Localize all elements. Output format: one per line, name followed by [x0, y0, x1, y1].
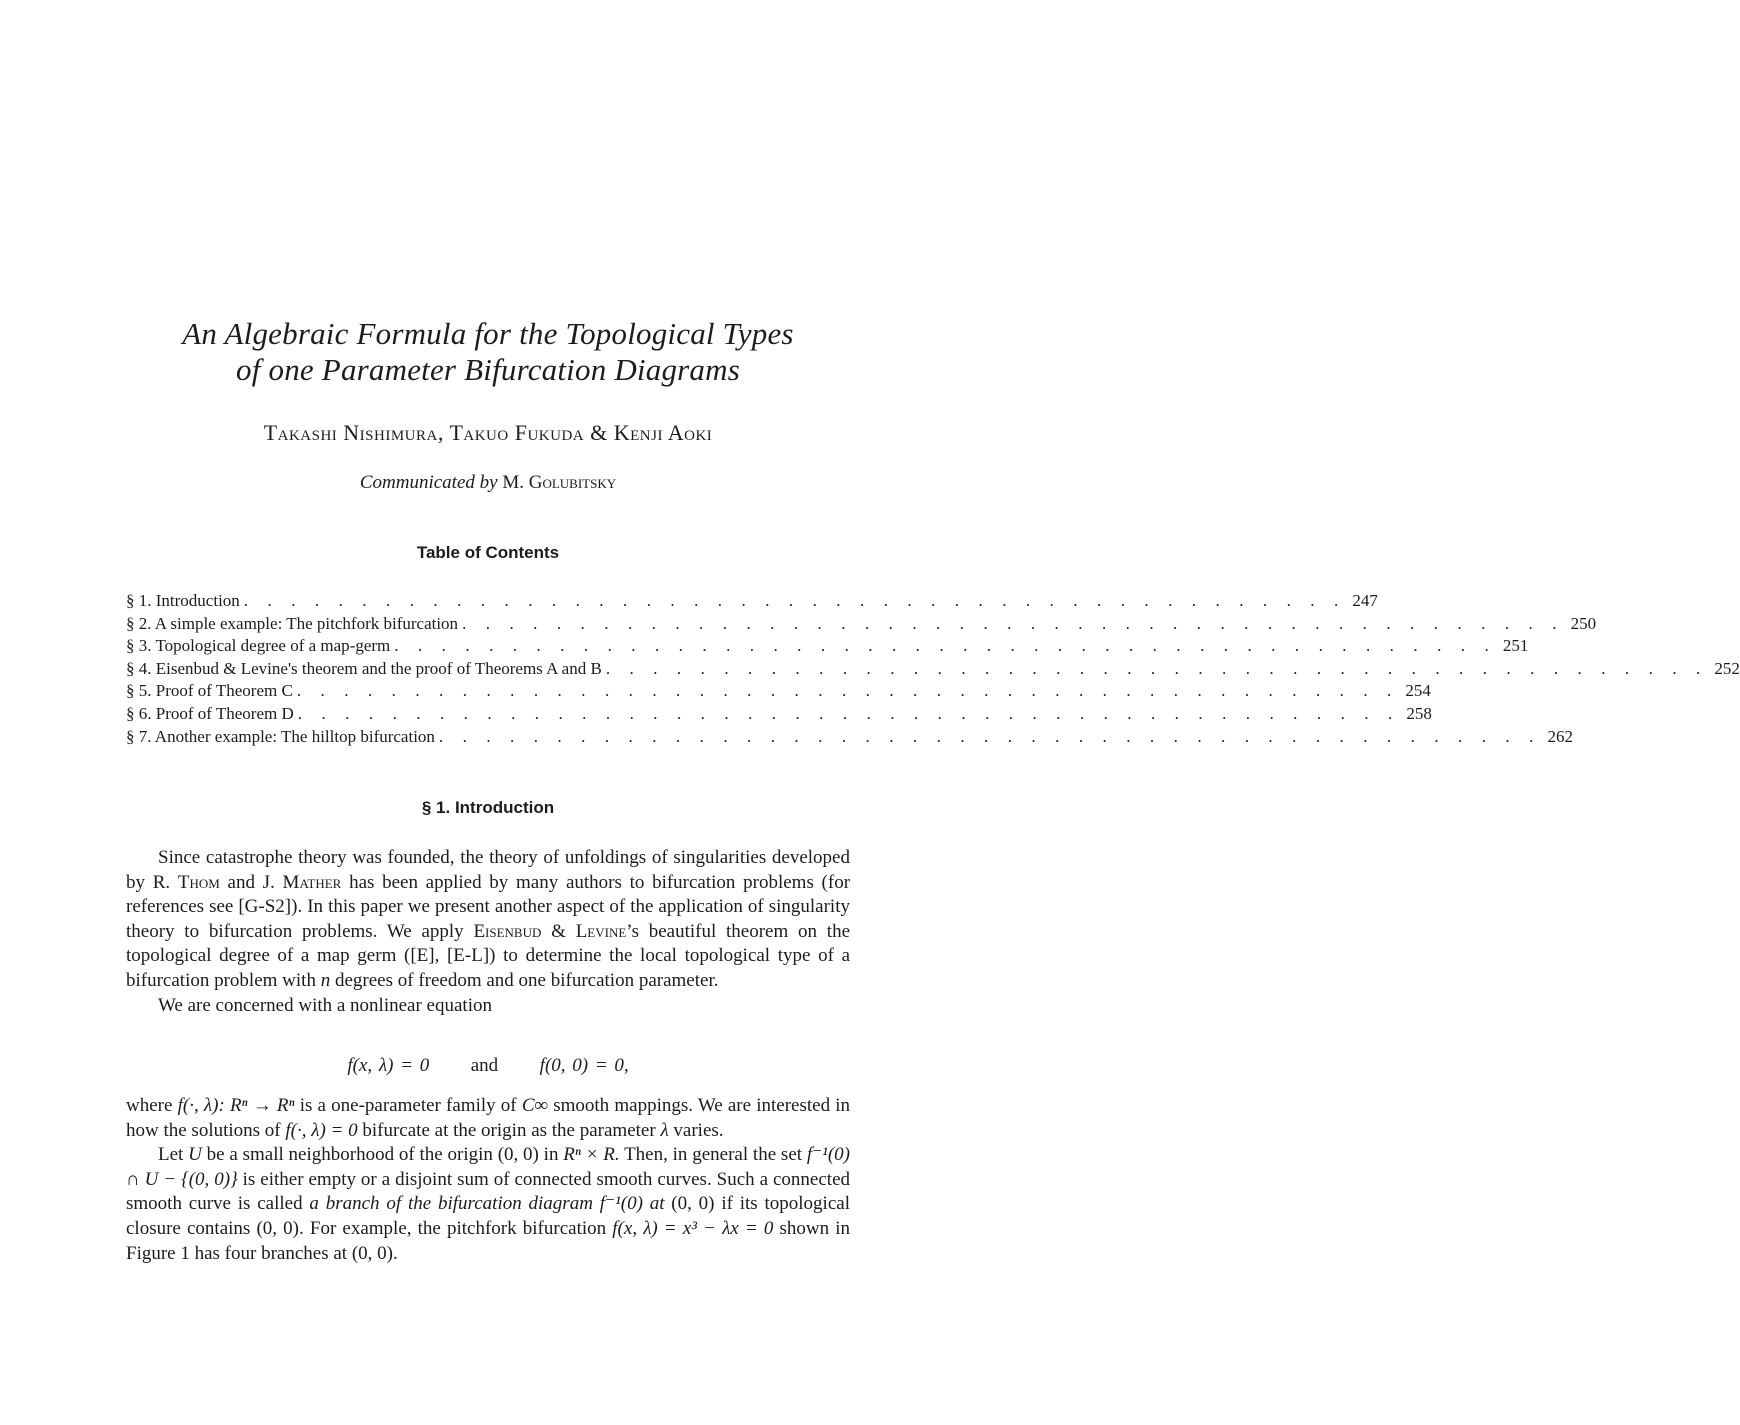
p4-text-e: (0, 0) if its topological closure contains (0, 0). For example, the pitchfork bifurcation: [126, 1193, 850, 1239]
toc-entry[interactable]: [126, 703, 1432, 726]
display-equation: [0, 1055, 976, 1077]
toc-leader-dots: . . . . . . . . . . . . . . . . . . . . . . . . . . . . . . . . . . . . . . . . . . . . . . .: [296, 681, 1399, 701]
p1-text-d: ’s beautiful theorem on the topological degree of a map germ ([E], [E-L]) to determine the local topological type of a bifurcation problem with: [126, 920, 851, 991]
toc-entry[interactable]: [126, 726, 1573, 749]
intro-paragraph-2: We are concerned with a nonlinear equation: [158, 994, 492, 1016]
author-eisenbud: Eisenbud: [473, 920, 542, 942]
section-1-heading: § 1. Introduction: [421, 798, 555, 817]
toc-leader-dots: . . . . . . . . . . . . . . . . . . . . . . . . . . . . . . . . . . . . . . . . . . . . . . .: [605, 658, 1708, 678]
toc-leader-dots: . . . . . . . . . . . . . . . . . . . . . . . . . . . . . . . . . . . . . . . . . . . . . . .: [394, 636, 1497, 656]
p1-text-a: Since catastrophe theory was founded, the theory of unfoldings of singularities developed by R.: [126, 847, 850, 893]
equation-right: f(0, 0) = 0,: [539, 1055, 629, 1076]
author-levine: Levine: [575, 920, 627, 942]
p1-text-e: degrees of freedom and one bifurcation parameter.: [334, 969, 719, 991]
toc-entry[interactable]: [126, 635, 1529, 658]
p3-lambda: λ: [660, 1119, 669, 1141]
toc-entry[interactable]: [126, 658, 1740, 681]
p3-text-a: where: [126, 1095, 173, 1116]
toc-entry-label: § 1. Introduction: [126, 591, 240, 610]
author-mather: Mather: [282, 871, 342, 893]
equation-and: and: [470, 1055, 499, 1076]
toc-entry-page: 247: [1352, 591, 1378, 610]
p3-c-infinity: C∞: [521, 1095, 549, 1116]
p4-text-d: is either empty or a disjoint sum of connected smooth curves. Such a connected smooth curve is called: [126, 1168, 850, 1215]
toc-leader-dots: . . . . . . . . . . . . . . . . . . . . . . . . . . . . . . . . . . . . . . . . . . . . . . .: [462, 613, 1565, 633]
title-line-1: An Algebraic Formula for the Topological Types: [182, 316, 794, 351]
table-of-contents: [126, 590, 1740, 748]
p3-text-b: is a one-parameter family of: [299, 1095, 517, 1116]
intro-paragraph-1: [126, 846, 850, 1018]
toc-entry[interactable]: [126, 613, 1597, 636]
p4-pitchfork: f(x, λ) = x³ − λx = 0: [612, 1217, 774, 1239]
p3-text-d: bifurcate at the origin as the parameter: [362, 1119, 656, 1141]
toc-heading: Table of Contents: [416, 543, 560, 562]
toc-leader-dots: . . . . . . . . . . . . . . . . . . . . . . . . . . . . . . . . . . . . . . . . . . . . . . .: [438, 726, 1541, 746]
title-line-2: of one Parameter Bifurcation Diagrams: [236, 352, 740, 387]
p1-text-b: and J.: [227, 871, 275, 893]
toc-entry[interactable]: [126, 680, 1431, 703]
p4-defined-term: a branch of the bifurcation diagram f⁻¹(0) at: [309, 1193, 665, 1215]
toc-entry-page: 254: [1405, 681, 1431, 701]
p3-map: f(·, λ): Rⁿ → Rⁿ: [177, 1095, 295, 1116]
communicator-name: M. Golubitsky: [502, 472, 617, 493]
toc-entry-label: § 2. A simple example: The pitchfork bifurcation: [126, 613, 459, 633]
toc-entry-page: 250: [1570, 613, 1597, 633]
toc-entry-page: 252: [1714, 658, 1740, 678]
authors: Takashi Nishimura, Takuo Fukuda & Kenji Aoki: [263, 420, 713, 445]
equation-left: f(x, λ) = 0: [347, 1055, 430, 1076]
p1-ampersand: &: [551, 920, 566, 942]
toc-entry-label: § 3. Topological degree of a map-germ: [126, 636, 391, 656]
toc-entry-label: § 5. Proof of Theorem C: [126, 681, 293, 701]
toc-entry-page: 258: [1406, 703, 1432, 723]
toc-leader-dots: . . . . . . . . . . . . . . . . . . . . . . . . . . . . . . . . . . . . . . . . . . . . . . .: [297, 703, 1400, 723]
p1-text-c: has been applied by many authors to bifurcation problems (for references see [G-S2]). In this paper we present another aspect of the application of singularity theory to bifurcation problems. We apply: [126, 871, 851, 942]
toc-entry-label: § 7. Another example: The hilltop bifurcation: [126, 726, 435, 746]
p4-text-c: Then, in general the set: [624, 1144, 803, 1166]
toc-entry-label: § 6. Proof of Theorem D: [126, 703, 294, 723]
p4-var-u: U: [188, 1144, 202, 1166]
toc-entry-label: § 4. Eisenbud & Levine's theorem and the proof of Theorems A and B: [126, 658, 602, 678]
p4-text-a: Let: [158, 1144, 184, 1166]
communicated-by: [0, 472, 976, 494]
var-n: n: [320, 969, 331, 991]
toc-leader-dots: . . . . . . . . . . . . . . . . . . . . . . . . . . . . . . . . . . . . . . . . . . . . . . .: [243, 591, 1346, 610]
communicated-prefix: Communicated by: [359, 472, 498, 493]
p3-f-zero: f(·, λ) = 0: [285, 1119, 358, 1141]
p4-space: Rⁿ × R.: [563, 1144, 620, 1166]
intro-paragraph-3: [126, 1094, 850, 1266]
p3-text-e: varies.: [673, 1119, 724, 1141]
toc-entry[interactable]: [126, 590, 1378, 613]
author-thom: Thom: [177, 871, 220, 893]
p4-text-f: shown in Figure 1 has four branches at (0, 0).: [126, 1217, 850, 1264]
p4-set: f⁻¹(0) ∩ U − {(0, 0)}: [126, 1144, 851, 1190]
p4-text-b: be a small neighborhood of the origin (0, 0) in: [206, 1144, 559, 1166]
p3-text-c: smooth mappings. We are interested in how the solutions of: [126, 1095, 851, 1141]
toc-entry-page: 262: [1547, 726, 1573, 746]
toc-entry-page: 251: [1502, 636, 1529, 656]
